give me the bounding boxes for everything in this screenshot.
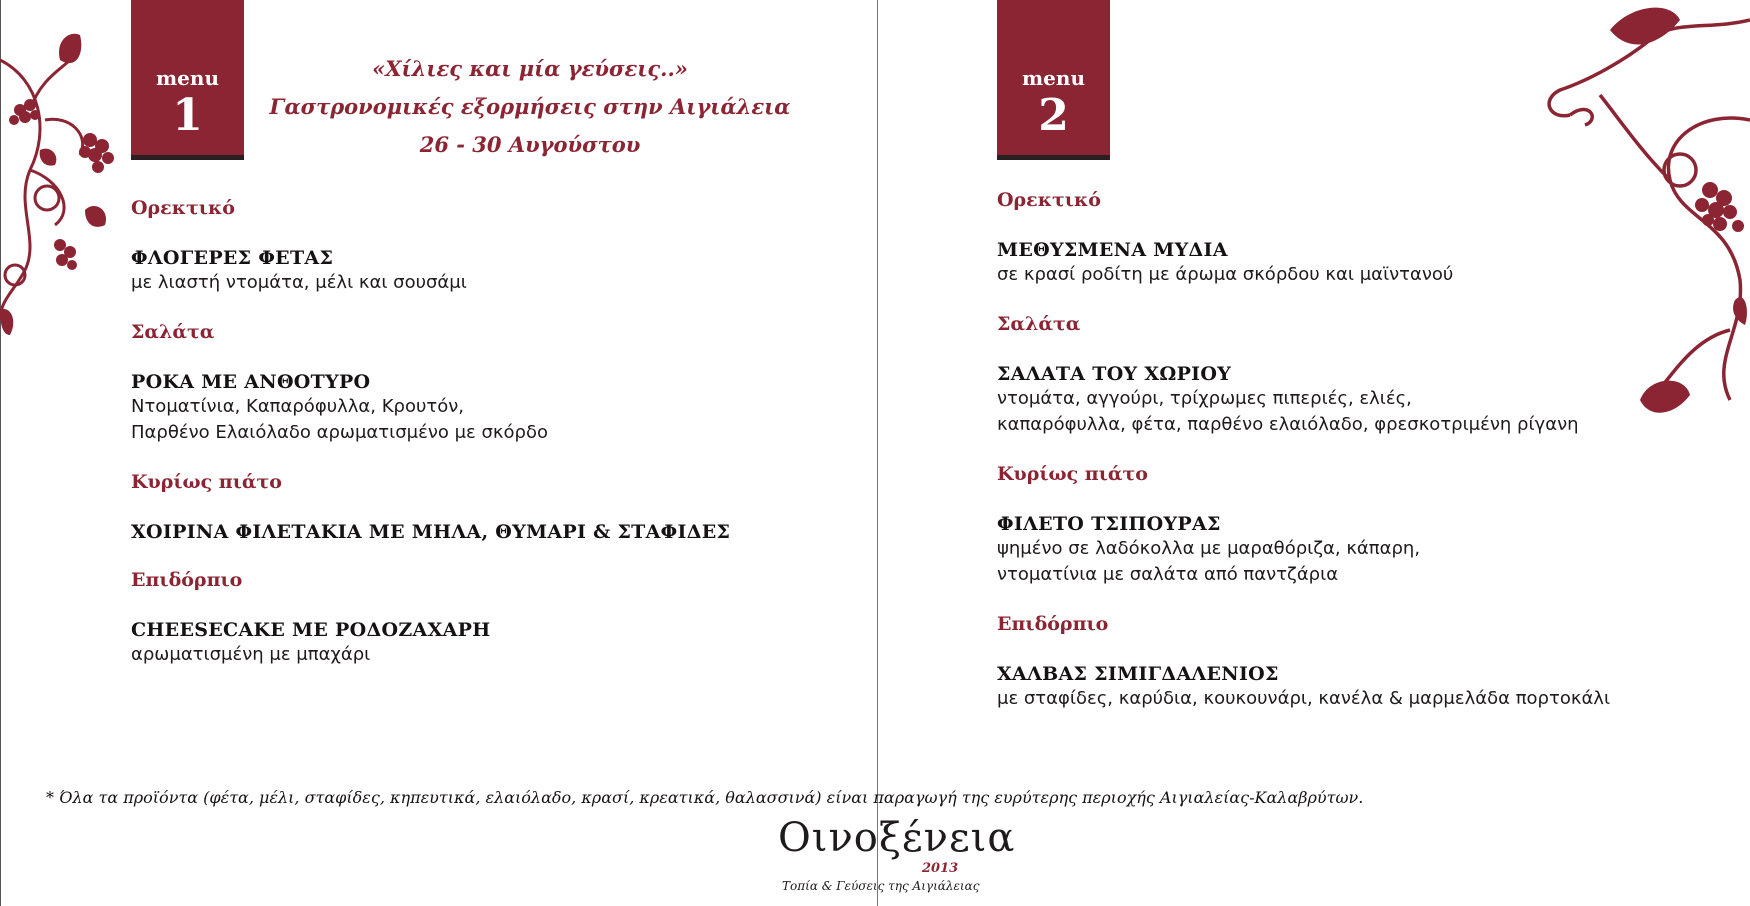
dish-name: ΜΕΘΥΣΜΕΝΑ ΜΥΔΙΑ	[997, 239, 1228, 261]
logo-year: 2013	[922, 861, 959, 876]
dish-description: με λιαστή ντομάτα, μέλι και σουσάμι	[131, 272, 467, 293]
title-line-1: «Χίλιες και μία γεύσεις..»	[372, 56, 688, 81]
menu-1-section	[131, 568, 730, 668]
menu-2-section	[997, 188, 1610, 288]
dish-name: CHEESECAKE ΜΕ ΡΟΔΟΖΑΧΑΡΗ	[131, 619, 491, 641]
menu-1-column	[131, 196, 730, 668]
menu-2-column	[997, 188, 1610, 712]
category-heading: Ορεκτικό	[997, 189, 1101, 211]
menu-1-badge-number: 1	[172, 90, 203, 141]
dish-description: σε κρασί ροδίτη με άρωμα σκόρδου και μαϊντανού	[997, 264, 1454, 285]
logo-name: Οινοξένεια	[778, 815, 1016, 861]
menu-1-section	[131, 196, 730, 296]
center-fold-line	[877, 0, 878, 906]
event-title	[260, 50, 800, 164]
grape-cluster-icon	[1695, 182, 1744, 232]
dish-name: ΧΑΛΒΑΣ ΣΙΜΙΓΔΑΛΕΝΙΟΣ	[997, 663, 1279, 685]
menu-1-badge	[131, 0, 244, 160]
menu-1-section	[131, 470, 730, 544]
dish-description: με σταφίδες, καρύδια, κουκουνάρι, κανέλα & μαρμελάδα πορτοκάλι	[997, 688, 1611, 709]
category-heading: Σαλάτα	[997, 313, 1081, 335]
title-line-3: 26 - 30 Αυγούστου	[419, 132, 641, 157]
dish-description: ντομάτα, αγγούρι, τρίχρωμες πιπεριές, ελιές,	[997, 388, 1412, 409]
menu-1-badge-word: menu	[156, 66, 219, 90]
dish-description: Παρθένο Ελαιόλαδο αρωματισμένο με σκόρδο	[131, 422, 548, 443]
menu-2-badge	[997, 0, 1110, 160]
menu-2-badge-number: 2	[1038, 90, 1069, 141]
dish-name: ΣΑΛΑΤΑ ΤΟΥ ΧΩΡΙΟΥ	[997, 363, 1232, 385]
vine-ornament-left	[0, 20, 125, 340]
footnote: * Όλα τα προϊόντα (φέτα, μέλι, σταφίδες, κηπευτικά, ελαιόλαδο, κρασί, κρεατικά, θαλασσινά) είναι παραγωγή της ευρύτερης περιοχής Αιγιαλείας-Καλαβρύτων.	[46, 788, 1364, 807]
category-heading: Κυρίως πιάτο	[131, 471, 282, 493]
menu-2-section	[997, 462, 1610, 588]
dish-description: ψημένο σε λαδόκολλα με μαραθόριζα, κάπαρη,	[997, 538, 1421, 559]
menu-2-badge-word: menu	[1022, 66, 1085, 90]
category-heading: Ορεκτικό	[131, 197, 235, 219]
dish-name: ΦΛΟΓΕΡΕΣ ΦΕΤΑΣ	[131, 247, 334, 269]
dish-description: Ντοματίνια, Καπαρόφυλλα, Κρουτόν,	[131, 396, 465, 417]
dish-description: αρωματισμένη με μπαχάρι	[131, 644, 371, 665]
oinoxeneia-logo	[770, 815, 1016, 905]
category-heading: Κυρίως πιάτο	[997, 463, 1148, 485]
dish-description: καπαρόφυλλα, φέτα, παρθένο ελαιόλαδο, φρεσκοτριμένη ρίγανη	[997, 414, 1579, 435]
menu-1-section	[131, 320, 730, 446]
category-heading: Επιδόρπιο	[131, 569, 243, 591]
dish-name: ΦΙΛΕΤΟ ΤΣΙΠΟΥΡΑΣ	[997, 513, 1221, 535]
title-line-2: Γαστρονομικές εξορμήσεις στην Αιγιάλεια	[269, 94, 791, 119]
dish-name: ΧΟΙΡΙΝΑ ΦΙΛΕΤΑΚΙΑ ΜΕ ΜΗΛΑ, ΘΥΜΑΡΙ & ΣΤΑΦΙΔΕΣ	[131, 521, 731, 543]
logo-tagline: Τοπία & Γεύσεις της Αιγιάλειας	[782, 879, 980, 893]
dish-name: ΡΟΚΑ ΜΕ ΑΝΘΟΤΥΡΟ	[131, 371, 371, 393]
menu-2-section	[997, 312, 1610, 438]
category-heading: Σαλάτα	[131, 321, 215, 343]
category-heading: Επιδόρπιο	[997, 613, 1109, 635]
dish-description: ντοματίνια με σαλάτα από παντζάρια	[997, 564, 1339, 585]
menu-2-section	[997, 612, 1610, 712]
